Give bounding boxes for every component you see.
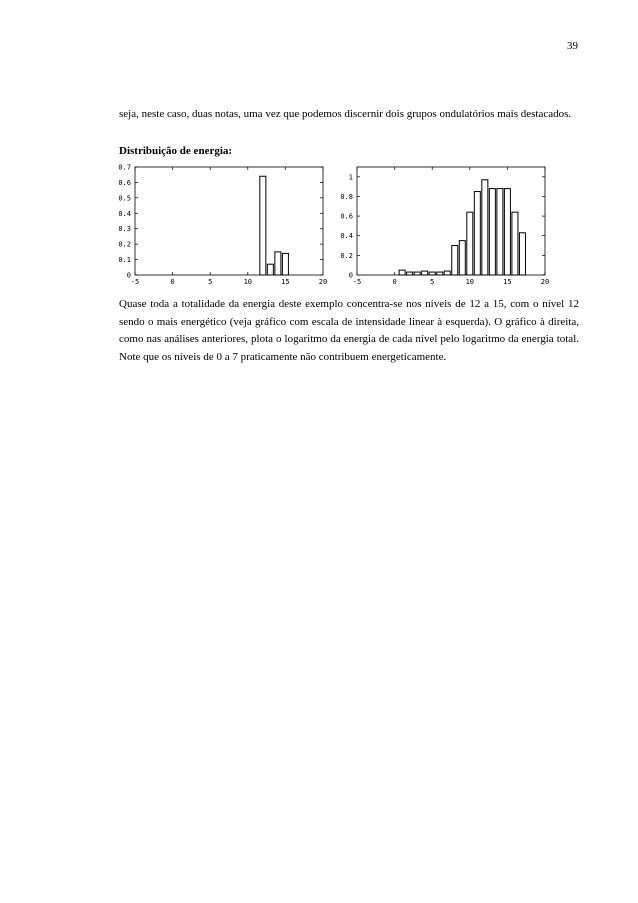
x-tick-label: 20 [540,278,550,286]
page-number: 39 [567,40,578,52]
x-tick-label: 0 [392,278,397,286]
x-tick-label: 5 [208,278,213,286]
bar [512,212,518,275]
y-tick-label: 0.6 [118,178,131,187]
bar [519,233,525,275]
bar [459,241,465,275]
y-tick-label: 0.8 [340,192,353,201]
y-tick-label: 0 [348,271,353,280]
bar [275,252,281,275]
x-tick-label: 15 [281,278,290,286]
bar [429,272,435,275]
y-tick-label: 0.2 [340,251,353,260]
bar [414,272,420,275]
bar [467,212,473,275]
y-tick-label: 0.4 [340,232,353,241]
energy-distribution-linear-chart [111,163,326,293]
bar [407,272,413,275]
energy-log-chart-svg [333,163,548,293]
x-tick-label: -5 [130,278,140,286]
y-tick-label: 0 [126,271,131,280]
x-tick-label: 5 [430,278,435,286]
y-tick-label: 0.2 [118,240,131,249]
bar [489,189,495,275]
x-tick-label: 15 [503,278,512,286]
bar [399,270,405,275]
y-tick-label: 0.6 [340,212,353,221]
bar [497,189,503,275]
plot-frame [135,167,323,275]
y-tick-label: 0.7 [118,163,131,172]
energy-distribution-log-chart [333,163,548,293]
bar [482,180,488,275]
bar [260,176,266,275]
y-tick-label: 0.1 [118,256,131,265]
y-tick-label: 0.4 [118,209,131,218]
x-tick-label: 0 [170,278,175,286]
section-heading: Distribuição de energia: [119,145,233,157]
energy-linear-chart-svg [111,163,326,293]
bar [504,189,510,275]
bar [452,246,458,275]
x-tick-label: -5 [352,278,362,286]
bar [422,271,428,275]
y-tick-label: 1 [348,173,353,182]
paragraph-analysis: Quase toda a totalidade da energia deste exemplo concentra-se nos níveis de 12 a 15, com o nível 12 sendo o mais energético (veja gráfico com escala de intensidade linear à esquerda). O gráfico à direita, como nas análises anteriores, plota o logaritmo da energia de cada nível pelo logaritmo da energia total. Note que os níveis de 0 a 7 praticamente não contribuem energeticamente. [119,298,579,363]
x-tick-label: 20 [318,278,328,286]
bar [474,192,480,275]
x-tick-label: 10 [465,278,475,286]
x-tick-label: 10 [243,278,253,286]
bar [282,253,288,275]
bar [444,271,450,275]
paragraph-intro: seja, neste caso, duas notas, uma vez que podemos discernir dois grupos ondulatórios mais destacados. [119,108,572,120]
y-tick-label: 0.5 [118,194,131,203]
bar [267,264,273,275]
y-tick-label: 0.3 [118,225,131,234]
bar [437,272,443,275]
